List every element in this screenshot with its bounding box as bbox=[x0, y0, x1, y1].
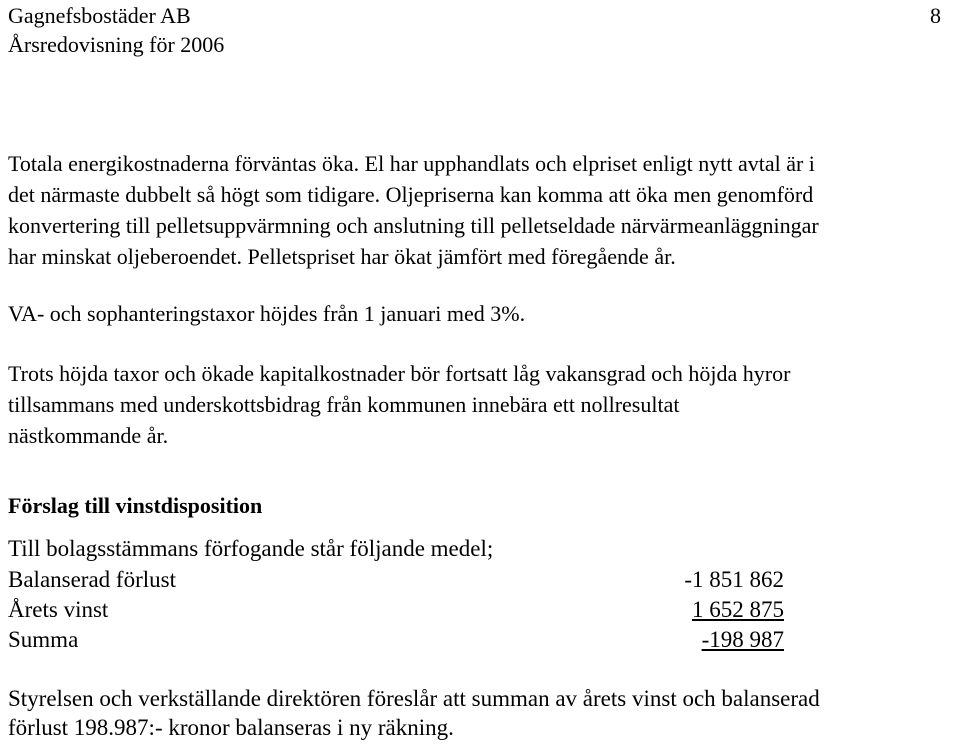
report-title: Årsredovisning för 2006 bbox=[8, 32, 225, 57]
row-label: Balanserad förlust bbox=[8, 567, 176, 592]
row-label: Summa bbox=[8, 627, 79, 652]
paragraph-line: konvertering till pelletsuppvärmning och anslutning till pelletseldade närvärmeanläggningar bbox=[8, 213, 819, 238]
paragraph-line: nästkommande år. bbox=[8, 423, 169, 448]
paragraph-line: Totala energikostnaderna förväntas öka. El har upphandlats och elpriset enligt nytt avtal är i bbox=[8, 151, 815, 176]
paragraph-line: tillsammans med underskottsbidrag från kommunen innebära ett nollresultat bbox=[8, 392, 680, 417]
section-heading: Förslag till vinstdisposition bbox=[8, 493, 263, 518]
row-label: Årets vinst bbox=[8, 597, 109, 622]
company-name: Gagnefsbostäder AB bbox=[8, 3, 191, 28]
paragraph-line: det närmaste dubbelt så högt som tidigare. Oljepriserna kan komma att öka men genomförd bbox=[8, 182, 814, 207]
paragraph-line: har minskat oljeberoendet. Pelletspriset har ökat jämfört med föregående år. bbox=[8, 244, 676, 269]
paragraph-line: VA- och sophanteringstaxor höjdes från 1 januari med 3%. bbox=[8, 301, 526, 326]
page-number: 8 bbox=[930, 3, 941, 28]
row-value: 1 652 875 bbox=[692, 597, 784, 622]
paragraph-line: Trots höjda taxor och ökade kapitalkostnader bör fortsatt låg vakansgrad och höjda hyror bbox=[8, 361, 791, 386]
disposition-intro: Till bolagsstämmans förfogande står följande medel; bbox=[8, 536, 494, 561]
row-value: -198 987 bbox=[701, 627, 784, 652]
row-value: -1 851 862 bbox=[684, 567, 784, 592]
closing-line: förlust 198.987:- kronor balanseras i ny räkning. bbox=[8, 715, 454, 740]
closing-line: Styrelsen och verkställande direktören föreslår att summan av årets vinst och balanserad bbox=[8, 686, 820, 711]
